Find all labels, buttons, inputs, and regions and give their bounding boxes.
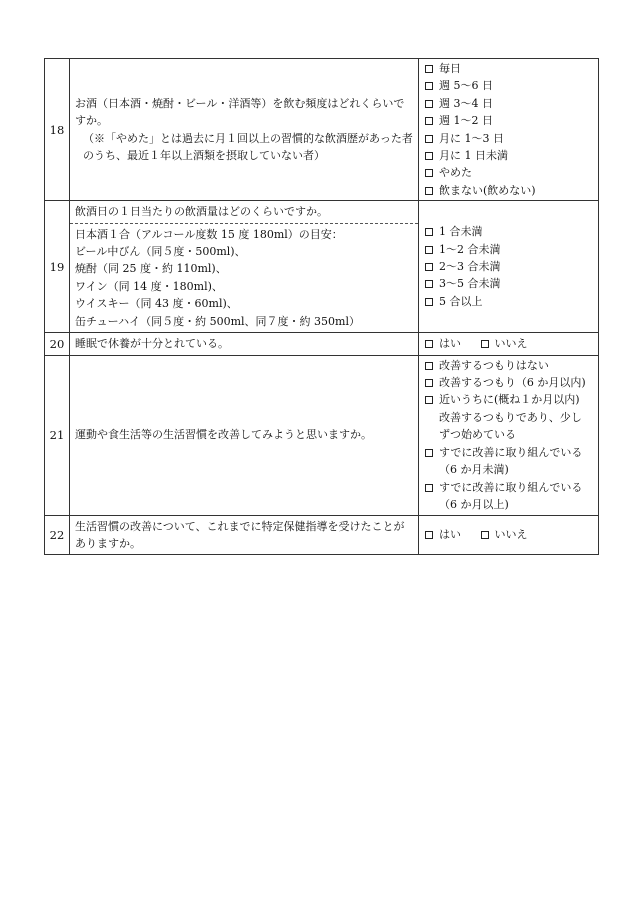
checkbox[interactable] [425,340,433,348]
question-text: 生活習慣の改善について、これまでに特定保健指導を受けたことがありますか。 [70,515,419,555]
guide-line: 焼酎（同 25 度・約 110ml)、 [75,262,227,276]
answer-options [419,333,599,355]
answer-option[interactable]: 月に 1 日未満 [425,147,592,164]
question-text: 飲酒日の１日当たりの飲酒量はどのくらいですか。 [70,201,418,223]
question-text-cell [70,201,419,333]
answer-options [419,201,599,333]
question-number: 20 [45,333,70,355]
answer-option[interactable]: 1～2 合未満 [425,241,592,258]
guide-line: ウイスキー（同 43 度・60ml)、 [75,297,238,311]
checkbox[interactable] [425,362,433,370]
checkbox[interactable] [425,228,433,236]
answer-option[interactable]: 飲まない(飲めない) [425,182,592,199]
question-row-20 [45,333,599,355]
answer-option[interactable]: 1 合未満 [425,223,592,240]
question-row-18 [45,59,599,201]
question-note: （※「やめた」とは過去に月１回以上の習慣的な飲酒歴があった者のうち、最近１年以上酒類を摂取していない者） [83,131,413,163]
checkbox[interactable] [481,531,489,539]
answer-option[interactable]: 近いうちに(概ね１か月以内) 改善するつもりであり、少しずつ始めている [425,391,592,443]
question-row-21 [45,355,599,515]
question-text-cell [70,59,419,201]
guide-line: 日本酒１合（アルコール度数 15 度 180ml）の目安： [75,227,343,241]
checkbox[interactable] [425,263,433,271]
checkbox[interactable] [425,280,433,288]
answer-option[interactable]: 週 3～4 日 [425,95,592,112]
answer-option[interactable]: 週 5～6 日 [425,77,592,94]
answer-options [419,355,599,515]
answer-option[interactable]: すでに改善に取り組んでいる（6 か月未満) [425,444,592,479]
answer-option[interactable]: いいえ [481,337,528,350]
checkbox[interactable] [425,396,433,404]
question-number: 21 [45,355,70,515]
question-text: 運動や食生活等の生活習慣を改善してみようと思いますか。 [70,355,419,515]
checkbox[interactable] [425,100,433,108]
answer-option[interactable]: 改善するつもりはない [425,357,592,374]
checkbox[interactable] [425,246,433,254]
checkbox[interactable] [425,152,433,160]
answer-option[interactable]: 3～5 合未満 [425,275,592,292]
guide-line: ビール中びん（同５度・500ml)、 [75,245,246,259]
answer-option[interactable]: すでに改善に取り組んでいる（6 か月以上) [425,479,592,514]
question-number: 19 [45,201,70,333]
answer-option[interactable]: 毎日 [425,60,592,77]
guide-line: ワイン（同 14 度・180ml)、 [75,279,223,293]
answer-options [419,59,599,201]
checkbox[interactable] [425,379,433,387]
checkbox[interactable] [425,169,433,177]
question-text: お酒（日本酒・焼酎・ビール・洋酒等）を飲む頻度はどれくらいですか。 [75,96,405,128]
checkbox[interactable] [481,340,489,348]
checkbox[interactable] [425,298,433,306]
answer-option[interactable]: 改善するつもり（6 か月以内) [425,374,592,391]
answer-option[interactable]: 2～3 合未満 [425,258,592,275]
answer-options [419,515,599,555]
guide-line: 缶チューハイ（同５度・約 500ml、同７度・約 350ml） [75,314,361,328]
answer-option[interactable]: いいえ [481,528,528,541]
answer-option[interactable]: はい [425,337,461,350]
questionnaire-table [44,58,599,555]
answer-option[interactable]: やめた [425,164,592,181]
question-number: 18 [45,59,70,201]
checkbox[interactable] [425,531,433,539]
question-row-22 [45,515,599,555]
checkbox[interactable] [425,187,433,195]
answer-option[interactable]: はい [425,528,461,541]
checkbox[interactable] [425,65,433,73]
checkbox[interactable] [425,449,433,457]
answer-option[interactable]: 5 合以上 [425,293,592,310]
volume-guide [70,224,418,332]
checkbox[interactable] [425,117,433,125]
checkbox[interactable] [425,82,433,90]
question-text: 睡眠で休養が十分とれている。 [70,333,419,355]
checkbox[interactable] [425,135,433,143]
question-number: 22 [45,515,70,555]
question-row-19 [45,201,599,333]
checkbox[interactable] [425,484,433,492]
answer-option[interactable]: 週 1～2 日 [425,112,592,129]
answer-option[interactable]: 月に 1～3 日 [425,130,592,147]
